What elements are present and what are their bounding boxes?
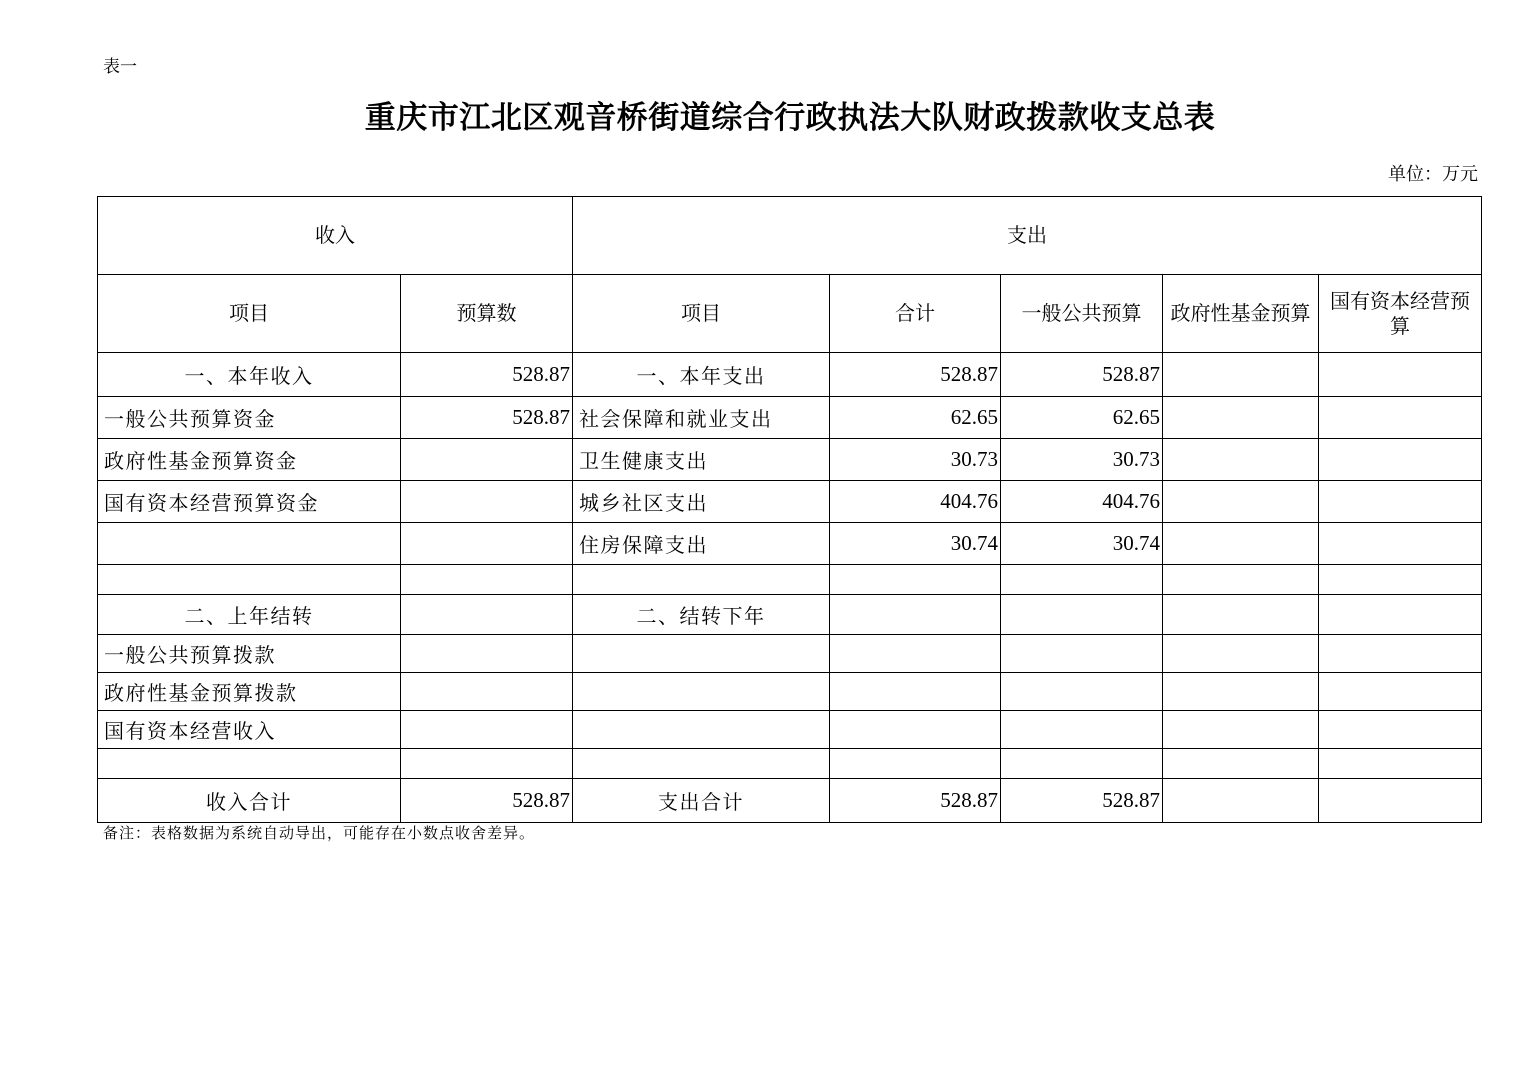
table-cell	[401, 565, 573, 595]
table-cell: 30.74	[830, 523, 1001, 565]
table-cell: 社会保障和就业支出	[573, 397, 830, 439]
table-cell	[1163, 353, 1319, 397]
col-header: 预算数	[401, 275, 573, 353]
table-cell: 一般公共预算拨款	[98, 635, 401, 673]
table-cell: 收入合计	[98, 779, 401, 823]
table-cell: 卫生健康支出	[573, 439, 830, 481]
unit-label: 单位：万元	[1388, 164, 1478, 185]
table-cell	[573, 749, 830, 779]
table-cell: 62.65	[1001, 397, 1163, 439]
table-cell: 404.76	[830, 481, 1001, 523]
footnote: 备注：表格数据为系统自动导出，可能存在小数点收舍差异。	[103, 824, 536, 842]
table-cell	[1001, 749, 1163, 779]
table-cell: 528.87	[401, 779, 573, 823]
table-cell	[401, 523, 573, 565]
table-label: 表一	[103, 57, 137, 77]
table-cell: 62.65	[830, 397, 1001, 439]
table-cell	[401, 711, 573, 749]
table-cell: 404.76	[1001, 481, 1163, 523]
table-cell	[1001, 565, 1163, 595]
table-cell	[1001, 711, 1163, 749]
table-cell: 30.73	[1001, 439, 1163, 481]
table-cell	[1163, 779, 1319, 823]
table-cell: 支出合计	[573, 779, 830, 823]
table-cell	[401, 673, 573, 711]
table-cell	[1163, 397, 1319, 439]
table-cell	[830, 749, 1001, 779]
table-row	[98, 749, 1482, 779]
table-cell	[1319, 749, 1482, 779]
col-header: 一般公共预算	[1001, 275, 1163, 353]
table-cell	[830, 673, 1001, 711]
table-cell	[573, 673, 830, 711]
table-cell: 二、结转下年	[573, 595, 830, 635]
table-cell: 国有资本经营收入	[98, 711, 401, 749]
table-cell	[573, 711, 830, 749]
table-cell	[573, 565, 830, 595]
table-cell	[401, 635, 573, 673]
table-cell: 国有资本经营预算资金	[98, 481, 401, 523]
table-cell	[1163, 635, 1319, 673]
table-row	[98, 523, 1482, 565]
table-row	[98, 353, 1482, 397]
table-cell: 政府性基金预算资金	[98, 439, 401, 481]
table-cell: 住房保障支出	[573, 523, 830, 565]
table-body	[98, 353, 1482, 823]
col-header: 项目	[98, 275, 401, 353]
table-cell	[1163, 711, 1319, 749]
table-cell: 528.87	[401, 397, 573, 439]
table-row	[98, 635, 1482, 673]
table-cell	[1319, 711, 1482, 749]
table-cell	[1163, 523, 1319, 565]
table-cell: 一、本年支出	[573, 353, 830, 397]
table-row	[98, 397, 1482, 439]
table-cell	[98, 523, 401, 565]
table-cell: 二、上年结转	[98, 595, 401, 635]
table-cell	[1319, 635, 1482, 673]
table-cell	[1163, 481, 1319, 523]
table-cell	[1319, 673, 1482, 711]
table-cell: 30.73	[830, 439, 1001, 481]
table-cell	[1001, 673, 1163, 711]
table-cell	[1319, 595, 1482, 635]
table-cell	[401, 439, 573, 481]
table-cell: 528.87	[830, 779, 1001, 823]
table-cell	[1319, 779, 1482, 823]
table-cell	[1319, 565, 1482, 595]
table-cell	[1163, 595, 1319, 635]
table-cell	[573, 635, 830, 673]
table-cell	[1163, 565, 1319, 595]
table-row	[98, 565, 1482, 595]
table-cell	[1001, 635, 1163, 673]
table-row	[98, 673, 1482, 711]
col-header: 合计	[830, 275, 1001, 353]
income-header: 收入	[98, 197, 573, 275]
table-row	[98, 439, 1482, 481]
table-cell: 528.87	[401, 353, 573, 397]
table-cell: 528.87	[1001, 779, 1163, 823]
table-cell	[1319, 397, 1482, 439]
table-cell	[1001, 595, 1163, 635]
table-cell: 528.87	[1001, 353, 1163, 397]
table-cell: 城乡社区支出	[573, 481, 830, 523]
table-cell: 政府性基金预算拨款	[98, 673, 401, 711]
table-cell	[830, 565, 1001, 595]
table-cell	[1319, 523, 1482, 565]
table-row	[98, 595, 1482, 635]
col-header: 项目	[573, 275, 830, 353]
table-cell	[1319, 481, 1482, 523]
table-cell	[98, 749, 401, 779]
budget-table	[97, 196, 1482, 823]
table-row	[98, 779, 1482, 823]
table-row	[98, 481, 1482, 523]
table-cell	[1163, 439, 1319, 481]
table-cell	[98, 565, 401, 595]
col-header: 政府性基金预算	[1163, 275, 1319, 353]
table-cell: 一、本年收入	[98, 353, 401, 397]
table-cell	[830, 635, 1001, 673]
table-cell	[401, 481, 573, 523]
table-cell: 30.74	[1001, 523, 1163, 565]
table-cell: 一般公共预算资金	[98, 397, 401, 439]
table-cell	[1163, 749, 1319, 779]
table-cell	[401, 749, 573, 779]
table-cell	[830, 595, 1001, 635]
page-title: 重庆市江北区观音桥街道综合行政执法大队财政拨款收支总表	[364, 100, 1216, 136]
col-header: 国有资本经营预算	[1319, 275, 1482, 353]
table-row	[98, 711, 1482, 749]
table-cell	[1319, 353, 1482, 397]
table-cell	[401, 595, 573, 635]
table-cell	[1319, 439, 1482, 481]
expense-header: 支出	[573, 197, 1482, 275]
table-cell: 528.87	[830, 353, 1001, 397]
table-cell	[830, 711, 1001, 749]
table-cell	[1163, 673, 1319, 711]
